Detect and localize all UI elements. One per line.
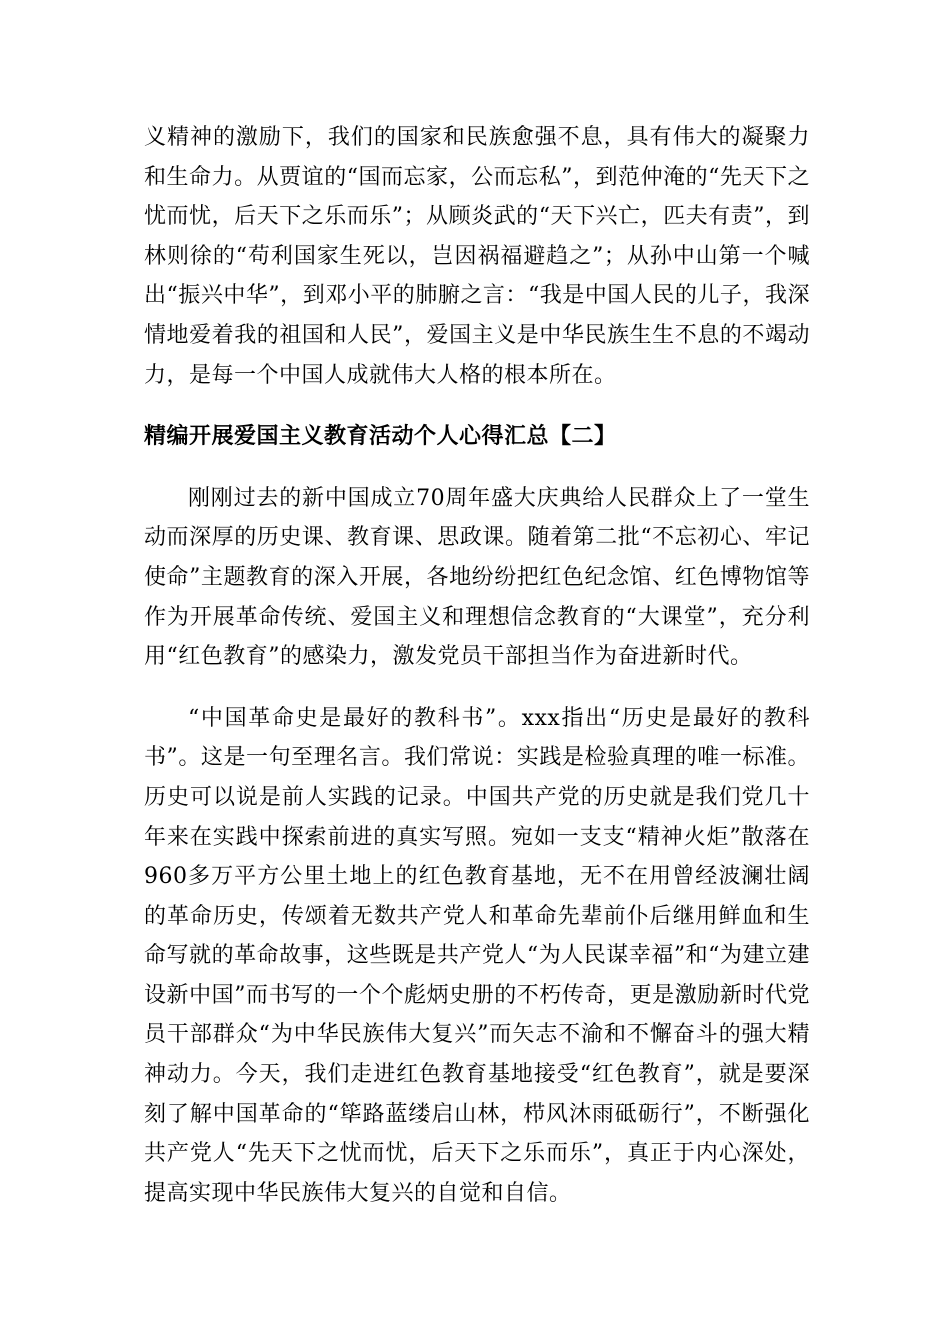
paragraph-1: 刚刚过去的新中国成立70周年盛大庆典给人民群众上了一堂生动而深厚的历史课、教育课、思政课。随着第二批“不忘初心、牢记使命”主题教育的深入开展，各地纷纷把红色纪念馆、红色博物馆等作为开展革命传统、爱国主义和理想信念教育的“大课堂”，充分利用“红色教育”的感染力，激发党员干部担当作为奋进新时代。 [144, 485, 810, 670]
paragraph-2: “中国革命史是最好的教科书”。xxx指出“历史是最好的教科书”。这是一句至理名言。我们常说：实践是检验真理的唯一标准。历史可以说是前人实践的记录。中国共产党的历史就是我们党几十年来在实践中探索前进的真实写照。宛如一支支“精神火炬”散落在960多万平方公里土地上的红色教育基地，无不在用曾经波澜壮阔的革命历史，传颂着无数共产党人和革命先辈前仆后继用鲜血和生命写就的革命故事，这些既是共产党人“为人民谋幸福”和“为建立建设新中国”而书写的一个个彪炳史册的不朽传奇，更是激励新时代党员干部群众“为中华民族伟大复兴”而矢志不渝和不懈奋斗的强大精神动力。今天，我们走进红色教育基地接受“红色教育”，就是要深刻了解中国革命的“筚路蓝缕启山林，栉风沐雨砥砺行”，不断强化共产党人“先天下之忧而忧，后天下之乐而乐”，真正于内心深处，提高实现中华民族伟大复兴的自觉和自信。 [144, 705, 810, 1206]
continuation-paragraph: 义精神的激励下，我们的国家和民族愈强不息，具有伟大的凝聚力和生命力。从贾谊的“国而忘家，公而忘私”，到范仲淹的“先天下之忧而忧，后天下之乐而乐”；从顾炎武的“天下兴亡，匹夫有责”，到林则徐的“苟利国家生死以，岂因祸福避趋之”；从孙中山第一个喊出“振兴中华”，到邓小平的肺腑之言：“我是中国人民的儿子，我深情地爱着我的祖国和人民”，爱国主义是中华民族生生不息的不竭动力，是每一个中国人成就伟大人格的根本所在。 [144, 125, 810, 388]
document-body [144, 118, 810, 1213]
section-heading: 精编开展爱国主义教育活动个人心得汇总【二】 [144, 424, 617, 450]
